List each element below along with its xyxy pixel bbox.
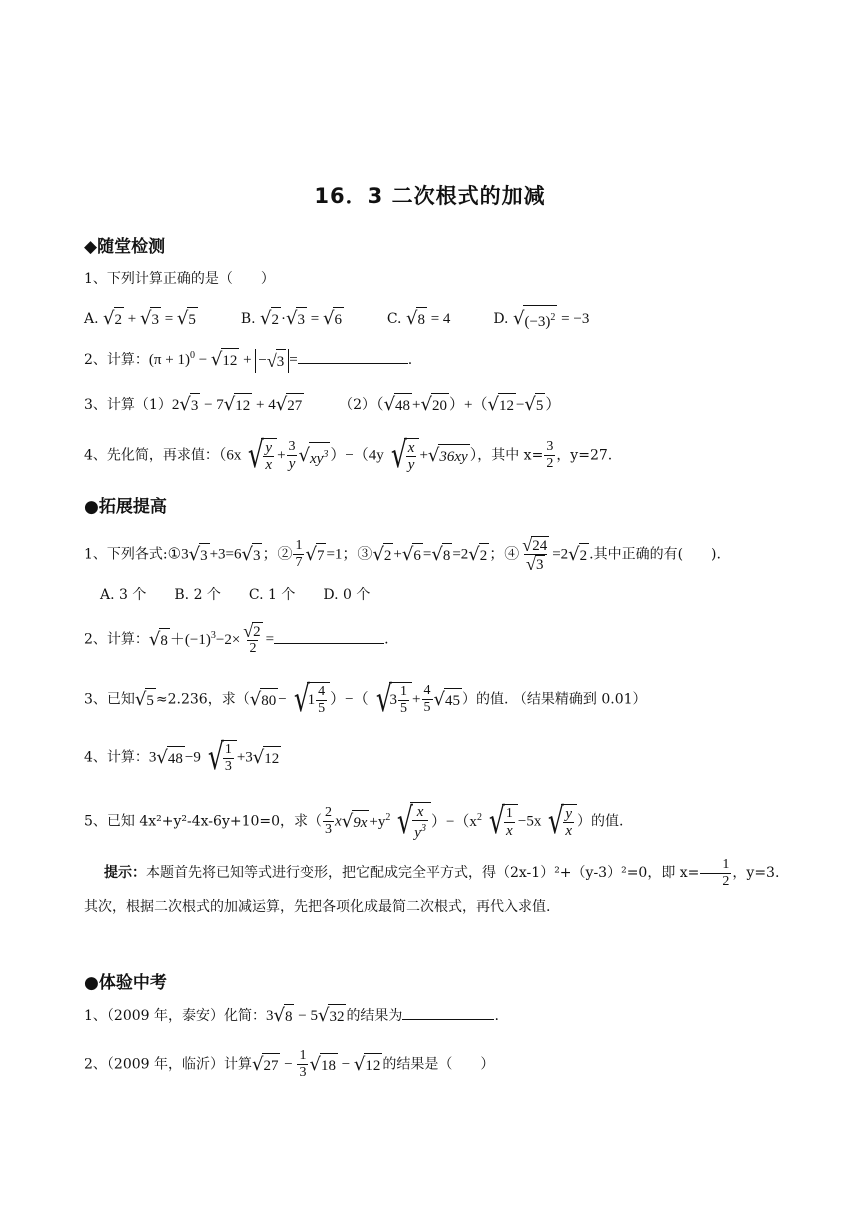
s1-question-1: 1、下列计算正确的是（ ） (84, 271, 275, 287)
s2-question-5: 5、已知 4x²+y²-4x-6y+10=0，求（ $\frac{2}{3}$ $x√9x +y^2$ √ $\frac{x}{y^3}$ ）$-(x^2$ √ $\frac{1}{x}$ −5x √ $\frac{y}{x}$ ）的值. (84, 800, 624, 842)
hint-label: 提示： (104, 865, 146, 881)
s2-question-2: 2、计算：$√8 +(-1)^3-2\times$ $\frac{√2}{2}$ = . (84, 621, 389, 656)
s2-hint-paragraph: 提示：本题首先将已知等式进行变形，把它配成完全平方式，得（2x-1）²+（y-3）²=0，即 x= $\frac{1}{2}$ ，y=3.其次，根据二次根式的加减运算，先把各项化成最简二次根式，再代入求值. (84, 856, 780, 915)
s2-question-4: 4、计算：3√48 −9 √ $\frac{1}{3}$ +3√12 (84, 736, 280, 778)
option-a: A. 3 个 (100, 587, 147, 603)
option-d: D. 0 个 (323, 587, 371, 603)
s1-question-3: 3、计算（1）2√3 − 7√12 + 4√27 （2）（√48 +√20 ）+（√12 −√5 ） (84, 394, 561, 415)
s2-question-3: 3、已知√5 ≈2.236，求（√80 − √1 $\frac{4}{5}$ ）−（ √3 $\frac{1}{5}$ + $\frac{4}{5}$ √45 ）的值. （结果精确到 0.01） (84, 678, 647, 720)
option-c: C. 1 个 (248, 587, 296, 603)
s1-question-2: 2、计算：$(\pi + 1)^0 - √12 + -√3$ = . (84, 349, 413, 371)
option-b: B. 2 个 (174, 587, 221, 603)
s2-question-1: 1、下列各式:①3√3 +3=6√3 ；② $\frac{1}{7}$ √7 =1；③√2 +√6 =√8 =2√2 ；④ $\frac{√24}{√3}$ =2√2 .其中正确的有( ). (84, 535, 721, 574)
s1-question-4: 4、先化简，再求值：（6x √ $\frac{y}{x}$ + $\frac{3}{y}$ $√xy^3$ ）−（4y √ $\frac{x}{y}$ +√36xy ），其中 x= $\frac{3}{2}$ ，y=27. (84, 434, 613, 476)
option-c-label: C. (386, 311, 402, 327)
s2-question-1-options (100, 584, 370, 606)
s3-question-1: 1、（2009 年，泰安）化简：3√8 − 5√32 的结果为 . (84, 1005, 499, 1026)
s1-question-1-options: A. √2 + √3 = √5 B. √2 ·√3 = √6 C. √8 = 4 D. $√(-3)^2 = -3$ (84, 305, 589, 333)
option-a-label: A. (84, 311, 99, 327)
section-heading-extension: ●拓展提高 (84, 497, 167, 517)
option-d-label: D. (493, 311, 509, 327)
section-heading-exam: ●体验中考 (84, 973, 167, 993)
s3-question-2: 2、（2009 年，临沂）计算√27 − $\frac{1}{3}$ √18 − √12 的结果是（ ） (84, 1048, 495, 1080)
page-title: 16．3 二次根式的加减 (314, 184, 546, 208)
option-b-label: B. (240, 311, 256, 327)
section-heading-practice: ◆随堂检测 (84, 237, 166, 257)
